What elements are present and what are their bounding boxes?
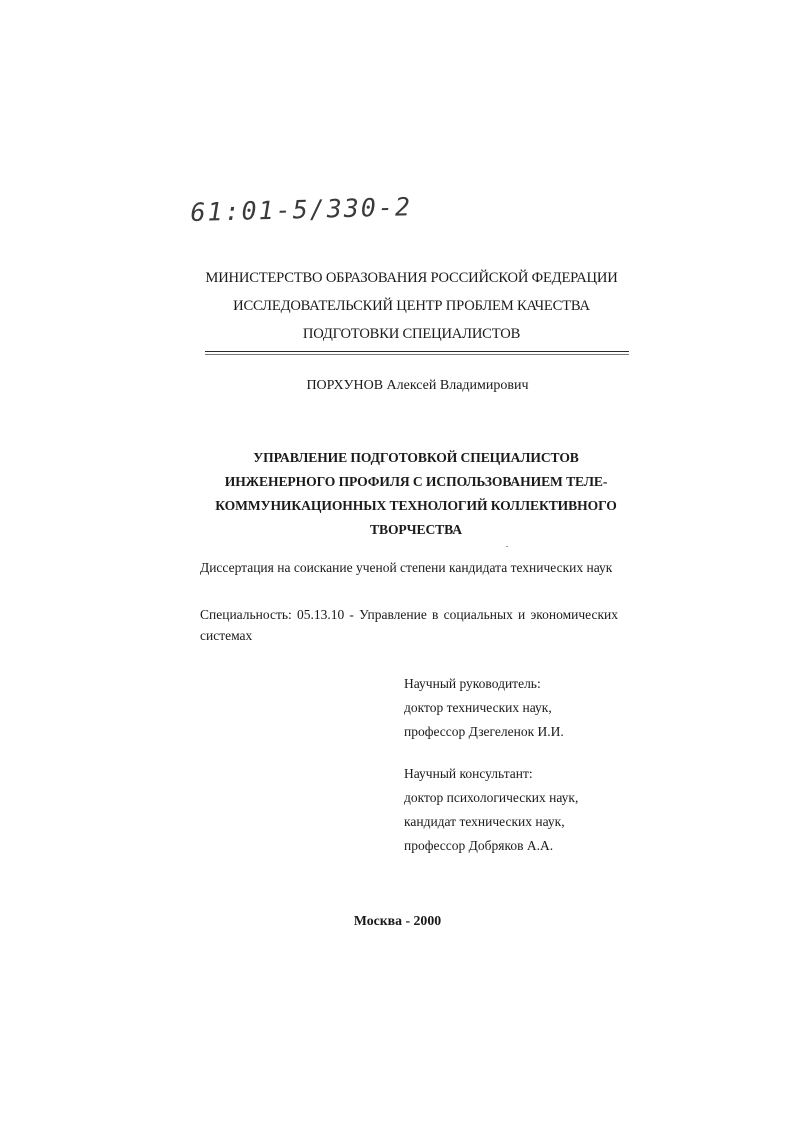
thesis-title-line: ИНЖЕНЕРНОГО ПРОФИЛЯ С ИСПОЛЬЗОВАНИЕМ ТЕЛЕ- [224,474,608,489]
specialty-line-continued: системах [200,628,253,643]
scan-speck [506,546,508,547]
specialty-word: социальных [443,607,513,622]
consultant-degree: кандидат технических наук, [404,814,565,829]
handwritten-archive-code: 61:01-5/330-2 [190,192,413,227]
header-divider-thin [205,354,629,355]
specialty-label: Специальность: [200,607,292,622]
ministry-name: МИНИСТЕРСТВО ОБРАЗОВАНИЯ РОССИЙСКОЙ ФЕДЕРАЦИИ [205,270,618,286]
scientific-consultant [404,762,578,858]
consultant-name: профессор Добряков А.А. [404,838,554,853]
author-name: ПОРХУНОВ Алексей Владимирович [306,378,529,393]
supervisor-role: Научный руководитель: [404,676,541,691]
specialty-word: и [518,607,526,622]
specialty-word: в [432,607,439,622]
consultant-degree: доктор психологических наук, [404,790,579,805]
specialty-dash: - [349,607,354,622]
specialty-word: экономических [530,607,618,622]
research-center-name-continued: ПОДГОТОВКИ СПЕЦИАЛИСТОВ [302,326,521,342]
supervisor-degree: доктор технических наук, [404,700,552,715]
thesis-title-line: ТВОРЧЕСТВА [370,522,462,537]
specialty-line [200,604,618,625]
scientific-supervisor [404,672,564,744]
supervisor-name: профессор Дзегеленок И.И. [404,724,564,739]
research-center-name: ИССЛЕДОВАТЕЛЬСКИЙ ЦЕНТР ПРОБЛЕМ КАЧЕСТВА [233,298,590,314]
specialty-code: 05.13.10 [296,607,345,622]
specialty-word: Управление [359,607,427,622]
thesis-title-line: УПРАВЛЕНИЕ ПОДГОТОВКОЙ СПЕЦИАЛИСТОВ [253,450,579,465]
thesis-title [196,446,636,542]
thesis-title-line: КОММУНИКАЦИОННЫХ ТЕХНОЛОГИЙ КОЛЛЕКТИВНОГО [215,498,617,513]
consultant-role: Научный консультант: [404,766,533,781]
city-and-year: Москва - 2000 [353,913,442,928]
dissertation-statement: Диссертация на соискание ученой степени кандидата технических наук [200,560,613,575]
header-divider [205,351,629,352]
specialty-statement [200,604,618,646]
